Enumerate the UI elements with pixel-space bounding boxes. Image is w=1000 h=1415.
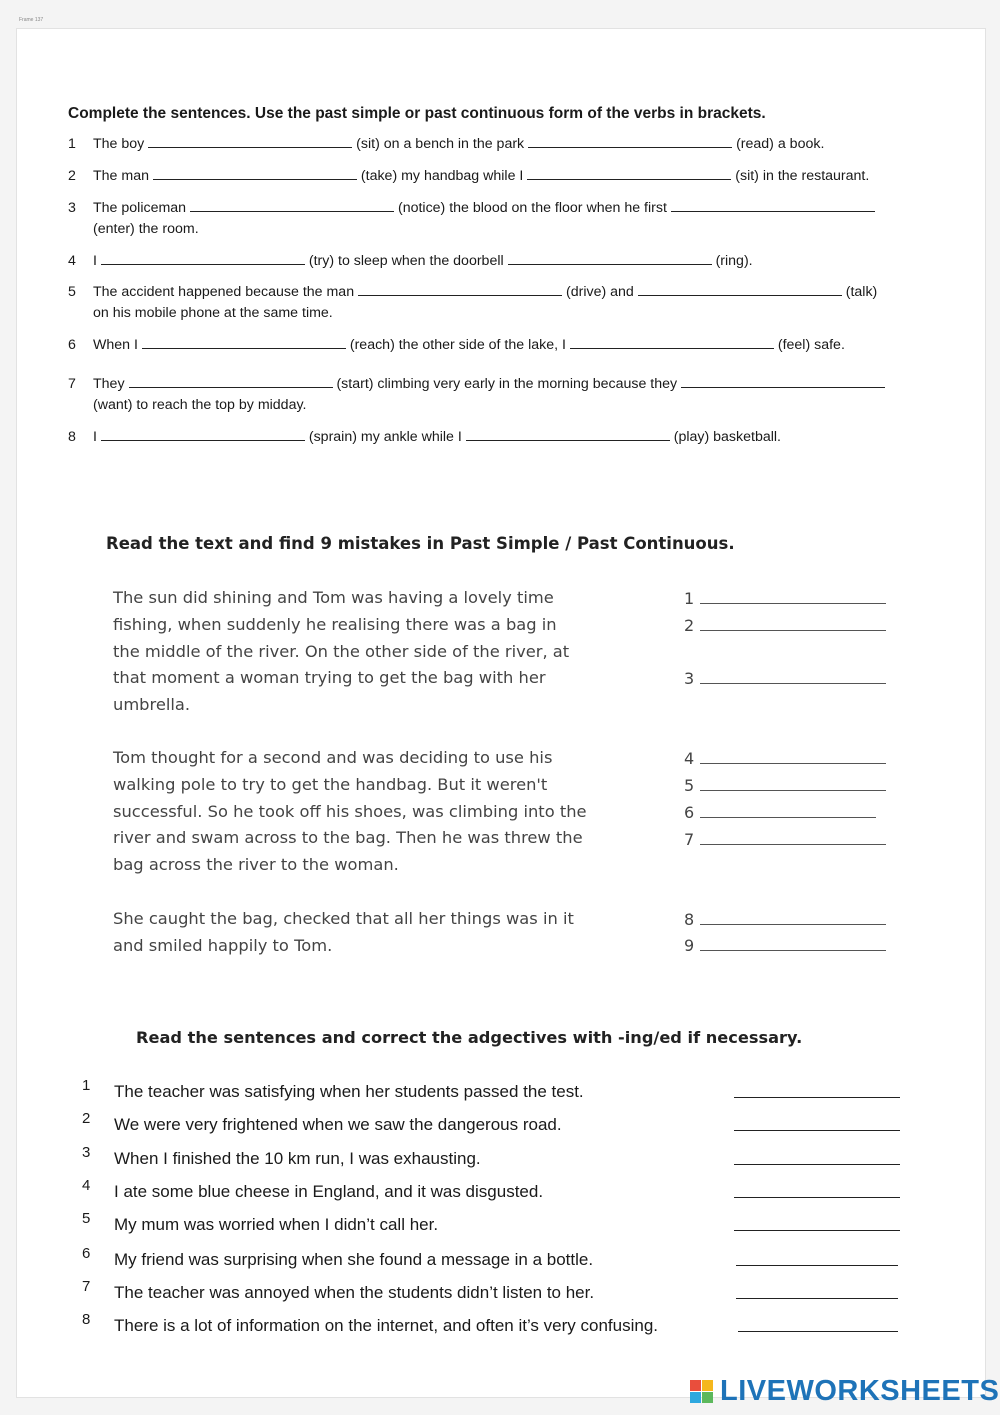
mistake-answer <box>684 830 886 850</box>
sentence-text: I <box>93 429 97 445</box>
item-number: 3 <box>82 1144 91 1161</box>
section3-title: Read the sentences and correct the adgectives with -ing/ed if necessary. <box>136 1028 803 1047</box>
mistake-answer <box>684 936 886 956</box>
story-line: successful. So he took off his shoes, was climbing into the <box>113 801 587 821</box>
adjective-sentence: My mum was worried when I didn’t call her. <box>114 1215 439 1234</box>
answer-line[interactable] <box>700 803 876 818</box>
answer-line[interactable] <box>734 1230 900 1231</box>
sentence-text: (notice) the blood on the floor when he first <box>397 200 667 216</box>
item-number: 7 <box>68 376 76 392</box>
mistake-answer <box>684 669 886 689</box>
answer-blank[interactable] <box>101 252 305 265</box>
item-number: 4 <box>68 253 76 269</box>
sentence-text: (sit) on a bench in the park <box>356 136 525 152</box>
adjective-sentence: We were very frightened when we saw the dangerous road. <box>114 1115 562 1134</box>
mistake-answer <box>684 776 886 796</box>
answer-blank[interactable] <box>528 135 732 148</box>
answer-blank[interactable] <box>466 428 670 441</box>
item-number: 2 <box>82 1110 91 1127</box>
sentence-text: (play) basketball. <box>673 429 781 445</box>
story-line: walking pole to try to get the handbag. But it weren't <box>113 774 548 794</box>
sentence-text: (want) to reach the top by midday. <box>93 397 307 413</box>
section2-title: Read the text and find 9 mistakes in Past Simple / Past Continuous. <box>106 534 735 553</box>
answer-number: 6 <box>684 803 695 822</box>
answer-line[interactable] <box>700 776 886 791</box>
sentence-text: (sprain) my ankle while I <box>308 429 462 445</box>
answer-blank[interactable] <box>148 135 352 148</box>
sentence-item <box>68 335 948 356</box>
mistake-answer <box>684 616 886 636</box>
sentence-text: (reach) the other side of the lake, I <box>349 337 566 353</box>
story-line: She caught the bag, checked that all her things was in it <box>113 909 574 928</box>
story-line: bag across the river to the woman. <box>113 855 399 875</box>
answer-line[interactable] <box>700 936 886 951</box>
answer-blank[interactable] <box>358 283 562 296</box>
answer-line[interactable] <box>700 669 886 684</box>
adjective-sentence: When I finished the 10 km run, I was exhausting. <box>114 1149 481 1168</box>
answer-number: 5 <box>684 776 695 795</box>
answer-line[interactable] <box>700 616 886 631</box>
answer-line[interactable] <box>734 1097 900 1098</box>
answer-blank[interactable] <box>190 199 394 212</box>
mistake-answer <box>684 749 886 769</box>
answer-blank[interactable] <box>101 428 305 441</box>
answer-number: 7 <box>684 830 695 849</box>
story-line: Tom thought for a second and was deciding to use his <box>113 748 553 767</box>
story-paragraph <box>113 906 653 960</box>
story-line: The sun did shining and Tom was having a lovely time <box>113 588 554 607</box>
story-line: the middle of the river. On the other side of the river, at <box>113 641 570 661</box>
sentence-item <box>68 166 948 187</box>
story-line: and smiled happily to Tom. <box>113 935 333 955</box>
item-number: 5 <box>82 1210 91 1227</box>
adjective-sentence: There is a lot of information on the internet, and often it’s very confusing. <box>114 1316 658 1335</box>
adjective-sentence: The teacher was annoyed when the students didn’t listen to her. <box>114 1283 595 1302</box>
logo-grid-icon <box>690 1378 716 1404</box>
item-number: 6 <box>82 1245 91 1262</box>
answer-blank[interactable] <box>129 375 333 388</box>
sentence-item <box>68 282 948 324</box>
answer-line[interactable] <box>734 1130 900 1131</box>
mistake-answer <box>684 910 886 930</box>
answer-line[interactable] <box>736 1265 898 1266</box>
sentence-text: (ring). <box>715 253 753 269</box>
item-number: 8 <box>82 1311 91 1328</box>
adjective-sentence: The teacher was satisfying when her students passed the test. <box>114 1082 584 1101</box>
sentence-text: (talk) <box>845 284 878 300</box>
sentence-text: The man <box>93 168 149 184</box>
item-number: 1 <box>82 1077 91 1094</box>
answer-number: 4 <box>684 749 695 768</box>
mistake-answer <box>684 803 876 823</box>
answer-blank[interactable] <box>153 167 357 180</box>
story-line: that moment a woman trying to get the bag with her <box>113 668 546 688</box>
sentence-text: When I <box>93 337 138 353</box>
sentence-text: They <box>93 376 125 392</box>
logo-text: LIVEWORKSHEETS <box>720 1374 1000 1407</box>
item-number: 6 <box>68 337 76 353</box>
sentence-item <box>68 134 948 155</box>
item-number: 7 <box>82 1278 91 1295</box>
answer-blank[interactable] <box>142 336 346 349</box>
answer-number: 3 <box>684 669 695 688</box>
answer-blank[interactable] <box>671 199 875 212</box>
item-number: 5 <box>68 284 76 300</box>
liveworksheets-logo[interactable] <box>690 1375 999 1407</box>
section1-title: Complete the sentences. Use the past simple or past continuous form of the verbs in brackets. <box>68 105 766 122</box>
sentence-text: on his mobile phone at the same time. <box>93 305 333 321</box>
answer-line[interactable] <box>700 749 886 764</box>
sentence-text: (read) a book. <box>736 136 825 152</box>
item-number: 4 <box>82 1177 91 1194</box>
sentence-text: (sit) in the restaurant. <box>735 168 870 184</box>
answer-line[interactable] <box>734 1197 900 1198</box>
sentence-item <box>68 374 948 416</box>
sentence-text: The boy <box>93 136 145 152</box>
answer-number: 8 <box>684 910 695 929</box>
answer-blank[interactable] <box>508 252 712 265</box>
story-line: fishing, when suddenly he realising there was a bag in <box>113 614 557 634</box>
sentence-text: The policeman <box>93 200 187 216</box>
adjective-sentence: I ate some blue cheese in England, and it was disgusted. <box>114 1182 544 1201</box>
answer-number: 2 <box>684 616 695 635</box>
answer-blank[interactable] <box>570 336 774 349</box>
answer-line[interactable] <box>736 1298 898 1299</box>
answer-number: 1 <box>684 589 695 608</box>
answer-number: 9 <box>684 936 695 955</box>
story-paragraph <box>113 745 653 879</box>
item-number: 2 <box>68 168 76 184</box>
sentence-item <box>68 427 948 448</box>
answer-line[interactable] <box>700 589 886 604</box>
answer-blank[interactable] <box>527 167 731 180</box>
answer-blank[interactable] <box>638 283 842 296</box>
adjective-sentence: My friend was surprising when she found a message in a bottle. <box>114 1250 594 1269</box>
item-number: 8 <box>68 429 76 445</box>
answer-line[interactable] <box>738 1331 898 1332</box>
sentence-text: (start) climbing very early in the morning because they <box>336 376 678 392</box>
sentence-text: (enter) the room. <box>93 221 199 237</box>
sentence-text: (try) to sleep when the doorbell <box>308 253 504 269</box>
sentence-text: (drive) and <box>566 284 634 300</box>
item-number: 1 <box>68 136 76 152</box>
story-line: umbrella. <box>113 695 191 715</box>
answer-line[interactable] <box>700 830 886 845</box>
sentence-text: (feel) safe. <box>777 337 845 353</box>
answer-blank[interactable] <box>681 375 885 388</box>
sentence-text: I <box>93 253 97 269</box>
item-number: 3 <box>68 200 76 216</box>
sentence-item <box>68 198 948 240</box>
mistake-answer <box>684 589 886 609</box>
sentence-item <box>68 251 948 272</box>
answer-line[interactable] <box>700 910 886 925</box>
story-line: river and swam across to the bag. Then he was threw the <box>113 828 583 848</box>
story-paragraph <box>113 585 653 719</box>
sentence-text: (take) my handbag while I <box>360 168 524 184</box>
sentence-text: The accident happened because the man <box>93 284 355 300</box>
frame-label: Frame 137 <box>19 17 44 23</box>
answer-line[interactable] <box>734 1164 900 1165</box>
